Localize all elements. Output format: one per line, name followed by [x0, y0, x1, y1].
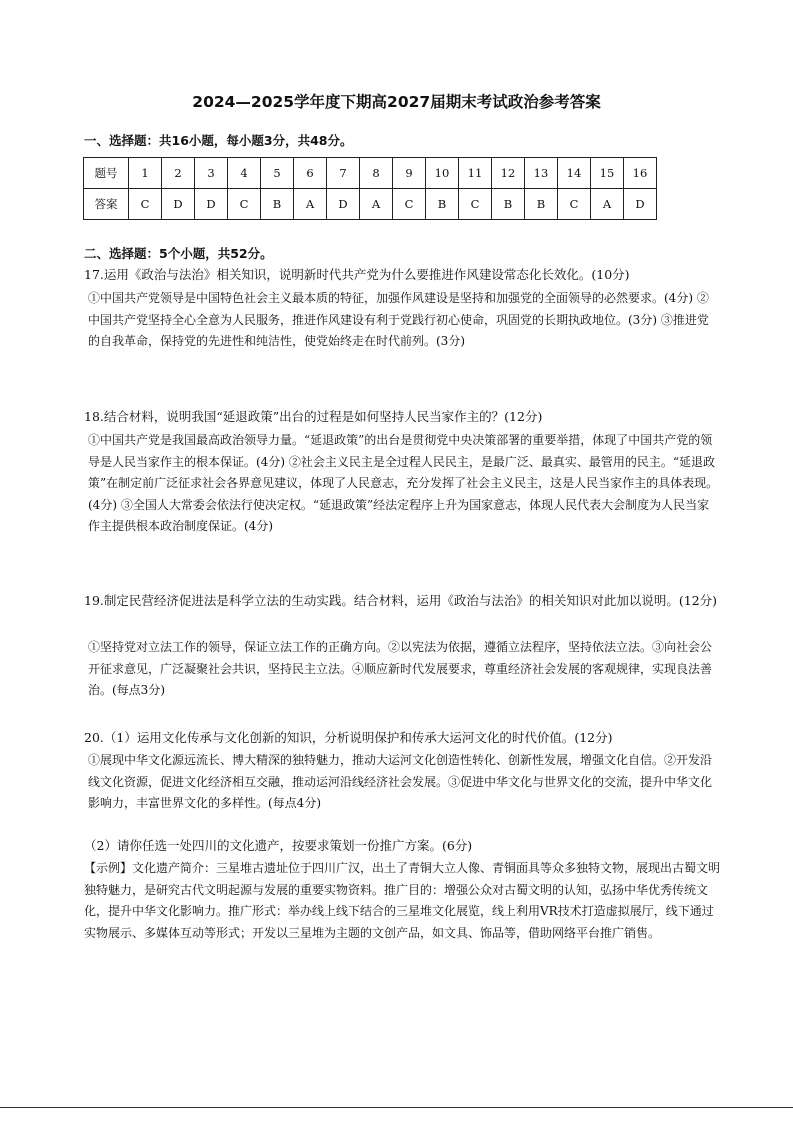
answer-cell: A	[360, 189, 393, 220]
answer-cell: C	[558, 189, 591, 220]
q18-question: 18.结合材料，说明我国“延退政策”出台的过程是如何坚持人民当家作主的？(12分)	[84, 409, 543, 424]
answer-cell: C	[228, 189, 261, 220]
page-title: 2024—2025学年度下期高2027届期末考试政治参考答案	[192, 93, 601, 111]
question-number-cell: 11	[459, 158, 492, 189]
question-number-cell: 14	[558, 158, 591, 189]
question-number-cell: 2	[162, 158, 195, 189]
answer-cell: D	[624, 189, 657, 220]
answer-cell: C	[393, 189, 426, 220]
answer-cell: C	[459, 189, 492, 220]
answer-cell: D	[162, 189, 195, 220]
row-label-answer: 答案	[84, 189, 129, 220]
question-number-cell: 3	[195, 158, 228, 189]
footer-divider	[0, 1107, 793, 1108]
question-number-cell: 8	[360, 158, 393, 189]
question-number-cell: 13	[525, 158, 558, 189]
answer-table-number-row	[84, 158, 657, 189]
q17-answer: ①中国共产党领导是中国特色社会主义最本质的特征，加强作风建设是坚持和加强党的全面领导的必然要求。(4分) ②中国共产党坚持全心全意为人民服务，推进作风建设有利于党践行初心使命，巩固党的长期执政地位。(3分) ③推进党的自我革命，保持党的先进性和纯洁性，使党始终走在时代前列。(3分)	[88, 291, 709, 348]
question-number-cell: 5	[261, 158, 294, 189]
question-number-cell: 15	[591, 158, 624, 189]
answer-cell: B	[426, 189, 459, 220]
question-number-cell: 4	[228, 158, 261, 189]
q20-part1-question: 20.（1）运用文化传承与文化创新的知识，分析说明保护和传承大运河文化的时代价值。(12分)	[84, 730, 613, 745]
answer-cell: D	[195, 189, 228, 220]
q20-part1-answer: ①展现中华文化源远流长、博大精深的独特魅力，推动大运河文化创造性转化、创新性发展，增强文化自信。②开发沿线文化资源，促进文化经济相互交融，推动运河沿线经济社会发展。③促进中华文化与世界文化的交流，提升中华文化影响力，丰富世界文化的多样性。(每点4分)	[88, 753, 713, 810]
section1-heading: 一、选择题：共16小题，每小题3分，共48分。	[84, 133, 353, 148]
answer-cell: B	[261, 189, 294, 220]
q19-question: 19.制定民营经济促进法是科学立法的生动实践。结合材料，运用《政治与法治》的相关知识对此加以说明。(12分)	[84, 593, 718, 608]
answer-cell: B	[492, 189, 525, 220]
question-number-cell: 16	[624, 158, 657, 189]
row-label-number: 题号	[84, 158, 129, 189]
answer-cell: A	[591, 189, 624, 220]
answer-table-answer-row	[84, 189, 657, 220]
question-number-cell: 9	[393, 158, 426, 189]
question-number-cell: 6	[294, 158, 327, 189]
answer-cell: C	[129, 189, 162, 220]
q20-part2-answer: 【示例】文化遗产简介：三星堆古遗址位于四川广汉，出土了青铜大立人像、青铜面具等众多独特文物，展现出古蜀文明独特魅力，是研究古代文明起源与发展的重要实物资料。推广目的：增强公众对古蜀文明的认知，弘扬中华优秀传统文化，提升中华文化影响力。推广形式：举办线上线下结合的三星堆文化展览，线上利用VR技术打造虚拟展厅，线下通过实物展示、多媒体互动等形式；开发以三星堆为主题的文创产品，如文具、饰品等，借助网络平台推广销售。	[84, 861, 721, 940]
q19-answer: ①坚持党对立法工作的领导，保证立法工作的正确方向。②以宪法为依据，遵循立法程序，坚持依法立法。③向社会公开征求意见，广泛凝聚社会共识，坚持民主立法。④顺应新时代发展要求，尊重经济社会发展的客观规律，实现良法善治。(每点3分)	[88, 640, 713, 697]
q17-question: 17.运用《政治与法治》相关知识，说明新时代共产党为什么要推进作风建设常态化长效化。(10分)	[84, 267, 630, 282]
answer-table	[83, 157, 657, 220]
answer-cell: A	[294, 189, 327, 220]
question-number-cell: 12	[492, 158, 525, 189]
question-number-cell: 10	[426, 158, 459, 189]
question-number-cell: 1	[129, 158, 162, 189]
answer-cell: B	[525, 189, 558, 220]
q18-answer: ①中国共产党是我国最高政治领导力量。“延退政策”的出台是贯彻党中央决策部署的重要举措，体现了中国共产党的领导是人民当家作主的根本保证。(4分) ②社会主义民主是全过程人民民主，是最广泛、最真实、最管用的民主。“延退政策”在制定前广泛征求社会各界意见建议，体现了人民意志，充分发挥了社会主义民主，这是人民当家作主的具体表现。(4分) ③全国人大常委会依法行使决定权。“延退政策”经法定程序上升为国家意志，体现人民代表大会制度为人民当家作主提供根本政治制度保证。(4分)	[88, 433, 719, 533]
answer-cell: D	[327, 189, 360, 220]
section2-heading: 二、选择题：5个小题，共52分。	[84, 246, 273, 261]
q20-part2-question: （2）请你任选一处四川的文化遗产，按要求策划一份推广方案。(6分)	[84, 838, 473, 853]
question-number-cell: 7	[327, 158, 360, 189]
